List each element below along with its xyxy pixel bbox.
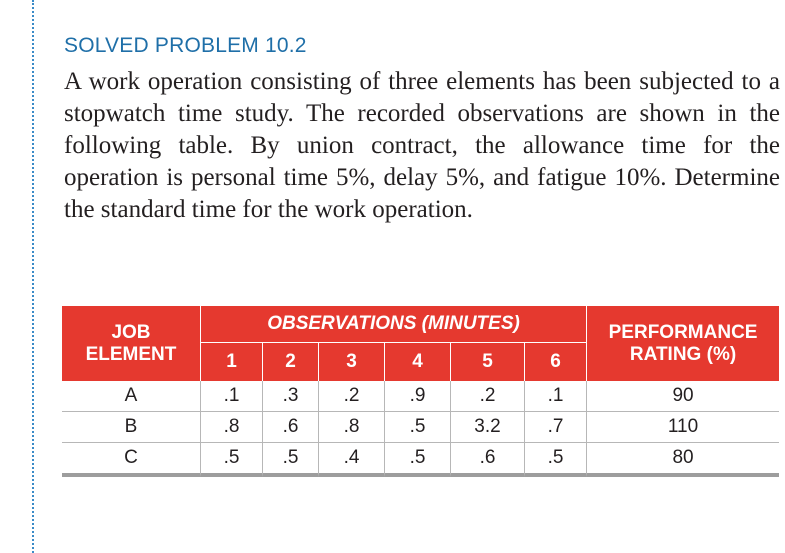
job-element-cell: B: [62, 412, 200, 443]
problem-statement: A work operation consisting of three elements has been subjected to a stopwatch time study. The recorded observations are shown in the following table. By union contract, the allowance time for the operation is personal time 5%, delay 5%, and fatigue 10%. Determine the standard time for the work operation.: [64, 68, 780, 223]
observation-cell: .7: [524, 412, 586, 443]
observation-cell: .8: [318, 412, 384, 443]
observation-cell: .1: [200, 381, 262, 412]
observations-group-header: OBSERVATIONS (MINUTES): [200, 306, 586, 343]
table-row: [62, 443, 779, 477]
performance-rating-cell: 90: [586, 381, 779, 412]
observation-cell: .4: [318, 443, 384, 477]
job-element-cell: C: [62, 443, 200, 477]
observation-cell: .2: [450, 381, 524, 412]
observation-number-header: 2: [262, 343, 318, 381]
rating-header-line1: PERFORMANCE: [608, 321, 758, 343]
problem-heading: SOLVED PROBLEM 10.2: [64, 34, 307, 57]
table-row: [62, 381, 779, 412]
performance-rating-cell: 80: [586, 443, 779, 477]
rating-header-line2: RATING (%): [629, 343, 737, 365]
observation-cell: .6: [450, 443, 524, 477]
observation-cell: .9: [384, 381, 450, 412]
page-edge-dotted-border: [32, 0, 34, 553]
observation-cell: .8: [200, 412, 262, 443]
observation-cell: .5: [262, 443, 318, 477]
job-element-header-line2: ELEMENT: [85, 343, 177, 365]
table-row: [62, 412, 779, 443]
observation-cell: .5: [384, 412, 450, 443]
observation-cell: .5: [384, 443, 450, 477]
observation-cell: 3.2: [450, 412, 524, 443]
table-header-row-group: [62, 306, 779, 343]
performance-rating-cell: 110: [586, 412, 779, 443]
observation-number-header: 3: [318, 343, 384, 381]
observation-cell: .1: [524, 381, 586, 412]
observation-number-header: 6: [524, 343, 586, 381]
observation-number-header: 5: [450, 343, 524, 381]
job-element-header-line1: JOB: [111, 321, 151, 343]
job-element-cell: A: [62, 381, 200, 412]
observation-cell: .2: [318, 381, 384, 412]
observation-number-header: 1: [200, 343, 262, 381]
observation-cell: .6: [262, 412, 318, 443]
performance-rating-header: [586, 306, 779, 381]
observations-table: [62, 306, 779, 477]
observation-cell: .5: [524, 443, 586, 477]
observation-cell: .3: [262, 381, 318, 412]
observation-number-header: 4: [384, 343, 450, 381]
job-element-header: [62, 306, 200, 381]
observation-cell: .5: [200, 443, 262, 477]
